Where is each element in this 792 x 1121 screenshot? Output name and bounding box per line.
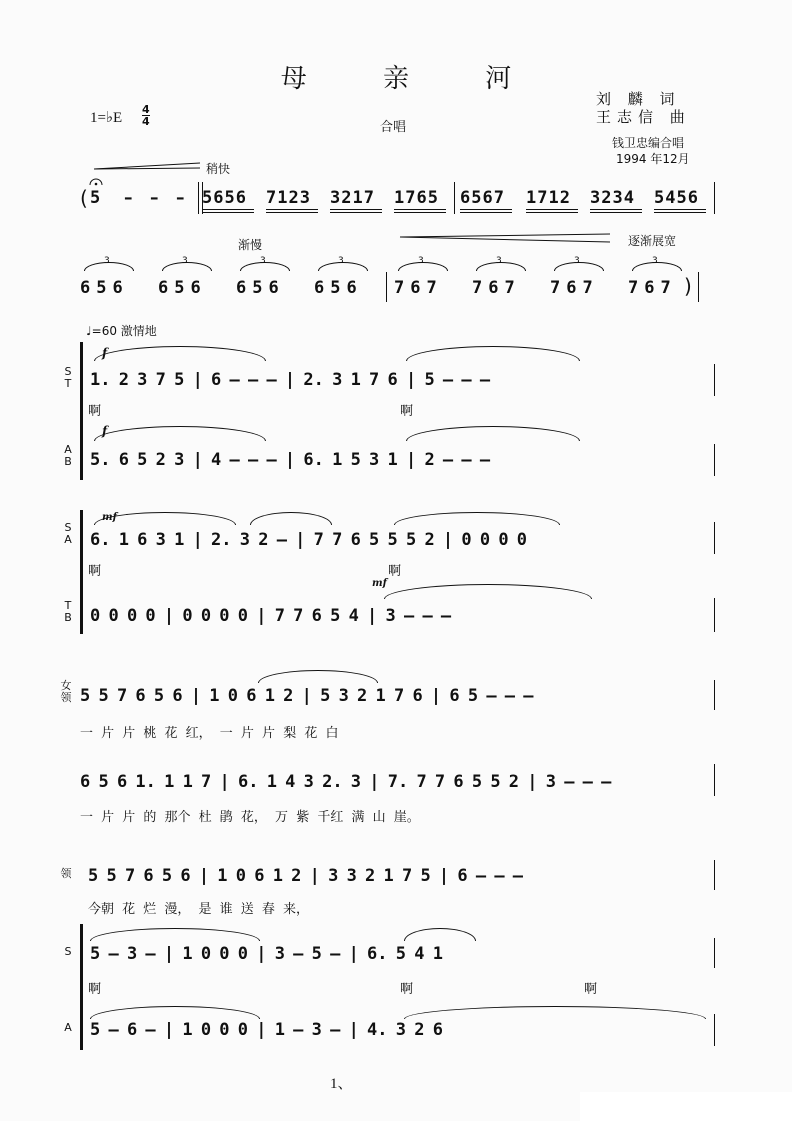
phrase-slur	[406, 346, 580, 361]
system-bracket	[80, 510, 83, 634]
ab-notes: 5. 6 5 2 3 | 4 – – – | 6. 1 5 3 1 | 2 – – –	[90, 450, 491, 470]
underline	[266, 209, 318, 210]
barline	[714, 680, 715, 710]
note-group: 5656	[202, 188, 247, 208]
barline	[198, 182, 199, 214]
lead-notes: 5 5 7 6 5 6 | 1 0 6 1 2 | 5 3 2 1 7 6 | 6 5 – – –	[80, 686, 534, 706]
triplet-group: 656	[80, 278, 129, 298]
performance-type: 合唱	[380, 120, 407, 135]
arranger-credit: 钱卫忠编合唱	[612, 136, 685, 150]
phrase-slur	[394, 512, 560, 525]
barline	[714, 444, 715, 476]
triplet-number: 3	[574, 256, 580, 266]
barline	[714, 860, 715, 890]
lyric: 啊	[400, 982, 414, 997]
phrase-slur	[404, 1006, 706, 1019]
voice-label: S	[64, 945, 72, 958]
song-title: 母 亲 河	[280, 64, 546, 94]
triplet-number: 3	[104, 256, 110, 266]
barline	[714, 364, 715, 396]
underline	[590, 209, 642, 210]
underline	[266, 212, 318, 213]
intro-first-note: 5	[90, 188, 101, 208]
underline	[526, 209, 578, 210]
underline	[526, 212, 578, 213]
s-notes: 5 – 3 – | 1 0 0 0 | 3 – 5 – | 6. 5 4 1	[90, 944, 443, 964]
broaden-wedge-icon	[398, 232, 612, 246]
system-bracket	[80, 342, 83, 480]
phrase-slur	[258, 670, 378, 683]
note-group: 7123	[266, 188, 311, 208]
composer-credit: 王志信 曲	[596, 108, 691, 126]
note-group: 3217	[330, 188, 375, 208]
triplet-number: 3	[418, 256, 424, 266]
triplet-group: 767	[550, 278, 599, 298]
underline	[394, 209, 446, 210]
triplet-group: 767	[472, 278, 521, 298]
dynamic-mf: mf	[102, 512, 117, 523]
phrase-slur	[90, 1006, 260, 1019]
underline	[202, 212, 254, 213]
underline	[394, 212, 446, 213]
voice-label: A B	[64, 443, 72, 468]
triplet-number: 3	[652, 256, 658, 266]
key-signature: 1=♭E	[90, 110, 123, 126]
voice-label: 领	[60, 867, 72, 880]
voice-label: T B	[64, 599, 72, 624]
triplet-number: 3	[496, 256, 502, 266]
underline	[460, 212, 512, 213]
dash: –	[124, 188, 133, 208]
note-group: 1712	[526, 188, 571, 208]
triplet-group: 656	[158, 278, 207, 298]
system-bracket	[80, 924, 83, 1050]
barline	[714, 522, 715, 554]
tempo-mark-broaden: 逐渐展宽	[628, 234, 677, 248]
page-number: 1、	[330, 1076, 353, 1092]
lyric: 啊	[88, 404, 102, 419]
fermata-icon	[88, 176, 104, 186]
dash: –	[150, 188, 159, 208]
triplet-group: 767	[394, 278, 443, 298]
lyric-line: 一 片 片 桃 花 红， 一 片 片 梨 花 白	[80, 726, 339, 741]
phrase-slur	[406, 426, 580, 441]
note-group: 1765	[394, 188, 439, 208]
phrase-slur	[404, 928, 476, 941]
lead-notes: 5 5 7 6 5 6 | 1 0 6 1 2 | 3 3 2 1 7 5 | 6 – – –	[88, 866, 524, 886]
note-group: 6567	[460, 188, 505, 208]
page-corner	[580, 1092, 792, 1121]
underline	[460, 209, 512, 210]
triplet-group: 656	[236, 278, 285, 298]
voice-label: A	[64, 1021, 72, 1034]
dash: –	[176, 188, 185, 208]
lyric: 啊	[88, 564, 102, 579]
sa-notes: 6. 1 6 3 1 | 2. 3 2 – | 7 7 6 5 5 5 2 | 0 0 0 0	[90, 530, 528, 550]
tempo-marking: ♩=60 激情地	[86, 324, 157, 338]
phrase-slur	[94, 426, 266, 441]
barline	[454, 182, 455, 214]
triplet-group: 767	[628, 278, 677, 298]
a-notes: 5 – 6 – | 1 0 0 0 | 1 – 3 – | 4. 3 2 6	[90, 1020, 443, 1040]
dynamic-f: f	[102, 424, 108, 438]
tempo-mark-slower: 渐慢	[238, 238, 263, 252]
underline	[330, 212, 382, 213]
st-notes: 1. 2 3 7 5 | 6 – – – | 2. 3 1 7 6 | 5 – – –	[90, 370, 491, 390]
repeat-close-paren: )	[684, 274, 692, 298]
voice-label: S A	[64, 521, 72, 546]
underline	[590, 212, 642, 213]
phrase-slur	[384, 584, 592, 599]
voice-label: 女领	[60, 679, 72, 704]
time-signature: 4 4	[142, 103, 150, 128]
dynamic-f: f	[102, 346, 108, 360]
barline	[714, 938, 715, 968]
accel-wedge-icon	[92, 160, 202, 172]
dynamic-mf: mf	[372, 578, 387, 589]
triplet-number: 3	[260, 256, 266, 266]
barline	[714, 182, 715, 214]
barline	[714, 598, 715, 632]
phrase-slur	[90, 928, 260, 941]
triplet-number: 3	[182, 256, 188, 266]
lyric-line: 一 片 片 的 那个 杜 鹃 花， 万 紫 千红 满 山 崖。	[80, 810, 420, 825]
underline	[654, 212, 706, 213]
voice-label: S T	[64, 365, 72, 390]
barline	[714, 764, 715, 796]
barline	[386, 272, 387, 302]
lyric: 啊	[400, 404, 414, 419]
date-credit: 1994 年12月	[616, 152, 690, 166]
underline	[202, 209, 254, 210]
note-group: 5456	[654, 188, 699, 208]
repeat-open-paren: (	[80, 186, 88, 210]
tb-notes: 0 0 0 0 | 0 0 0 0 | 7 7 6 5 4 | 3 – – –	[90, 606, 452, 626]
lyric: 啊	[388, 564, 402, 579]
tempo-mark-faster: 稍快	[206, 162, 231, 176]
lyric-line: 今朝 花 烂 漫， 是 谁 送 春 来，	[88, 902, 310, 917]
barline	[714, 1014, 715, 1046]
phrase-slur	[94, 346, 266, 361]
phrase-slur	[250, 512, 332, 525]
lyric: 啊	[584, 982, 598, 997]
underline	[654, 209, 706, 210]
note-group: 3234	[590, 188, 635, 208]
lyric: 啊	[88, 982, 102, 997]
underline	[330, 209, 382, 210]
lead-notes-2: 6 5 6 1. 1 1 7 | 6. 1 4 3 2. 3 | 7. 7 7 6 5 5 2 | 3 – – –	[80, 772, 612, 792]
triplet-group: 656	[314, 278, 363, 298]
lyricist-credit: 刘 麟 词	[596, 90, 681, 108]
barline	[698, 272, 699, 302]
triplet-number: 3	[338, 256, 344, 266]
